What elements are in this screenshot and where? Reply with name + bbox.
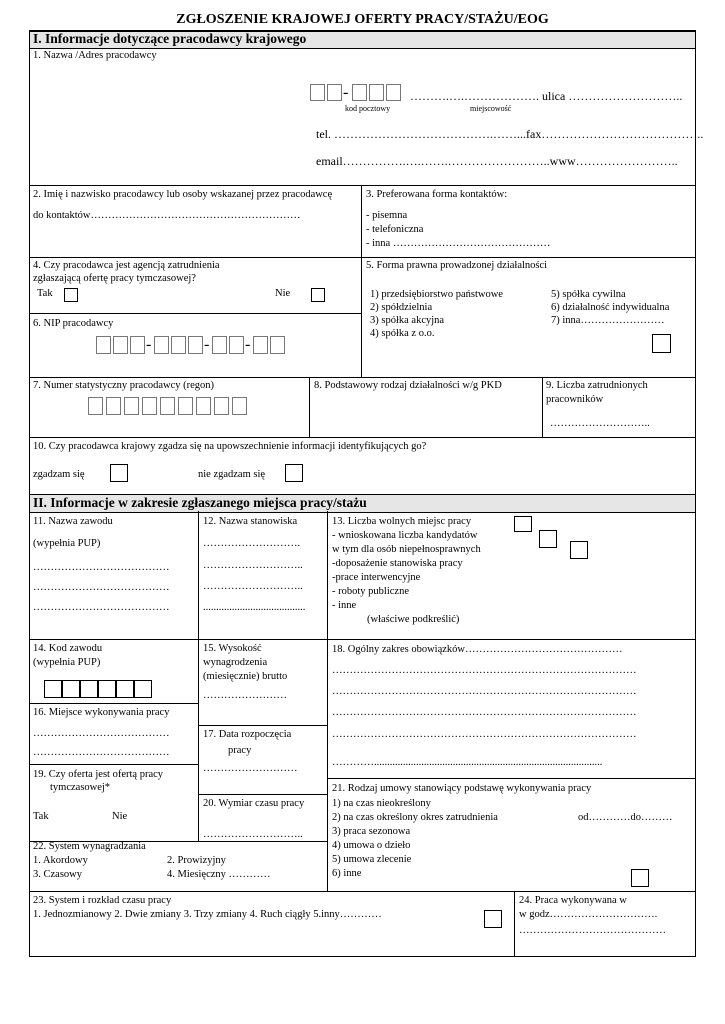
work-hours-line[interactable]: …………………………………… (519, 925, 666, 936)
temp-offer-yes[interactable]: Tak (33, 811, 49, 822)
vacancies-intervention[interactable]: -prace interwencyjne (332, 572, 421, 583)
occupation-name-line2[interactable]: ………………………………… (33, 582, 170, 593)
vacancies-other[interactable]: - inne (332, 600, 357, 611)
nip-boxes[interactable]: - - - (96, 336, 301, 356)
salary-field[interactable]: …………………… (203, 690, 287, 701)
vacancies-checkbox[interactable] (514, 516, 532, 532)
working-time-label: 20. Wymiar czasu pracy (203, 798, 305, 809)
divider-16-19 (29, 764, 199, 765)
position-name-label: 12. Nazwa stanowiska (203, 516, 298, 527)
divider-18-21 (327, 778, 696, 779)
legal-form-opt5[interactable]: 5) spółka cywilna (551, 289, 626, 300)
employees-label-2: pracowników (546, 394, 604, 405)
vacancies-disabled[interactable]: w tym dla osób niepełnosprawnych (332, 544, 481, 555)
salary-label-2: wynagrodzenia (203, 657, 268, 668)
divider-4-6 (29, 313, 362, 314)
pay-system-opt1[interactable]: 1. Akordowy (33, 855, 88, 866)
divider-v-23-24 (514, 891, 515, 956)
legal-form-opt3[interactable]: 3) spółka akcyjna (370, 315, 445, 326)
employer-name-label: 1. Nazwa /Adres pracodawcy (33, 50, 157, 61)
divider-v-11-12 (198, 511, 199, 841)
contact-option-other[interactable]: - inna ……………………………………… (366, 238, 551, 249)
contract-opt1[interactable]: 1) na czas nieokreślony (332, 798, 431, 809)
work-schedule-options[interactable]: 1. Jednozmianowy 2. Dwie zmiany 3. Trzy zmiany 4. Ruch ciągły 5.inny………… (33, 909, 382, 920)
frame-bottom (29, 956, 696, 957)
legal-form-opt7[interactable]: 7) inna…………………… (551, 315, 665, 326)
start-date-sub: pracy (228, 745, 252, 756)
workplace-line2[interactable]: ………………………………… (33, 747, 170, 758)
position-name-line3[interactable]: ……………………….. (203, 581, 303, 592)
divider-2 (29, 257, 696, 258)
position-name-line4[interactable]: ....................................... (203, 602, 306, 613)
duties-line5[interactable]: …………....................................................................................... (332, 757, 603, 768)
regon-boxes[interactable] (88, 397, 258, 417)
divider-3 (29, 377, 696, 378)
contact-form-label: 3. Preferowana forma kontaktów: (366, 189, 508, 200)
occupation-code-boxes[interactable] (44, 680, 154, 700)
divider-6 (29, 891, 696, 892)
divider-5 (29, 639, 696, 640)
temp-agency-label-2: zgłaszającą ofertę pracy tymczasowej? (33, 273, 196, 284)
contract-opt4[interactable]: 4) umowa o dzieło (332, 840, 411, 851)
vacancies-candidates[interactable]: - wnioskowana liczba kandydatów (332, 530, 478, 541)
vacancies-public-works[interactable]: - roboty publiczne (332, 586, 409, 597)
contract-type-label: 21. Rodzaj umowy stanowiący podstawę wykonywania pracy (332, 783, 592, 794)
consent-disagree-label: nie zgadzam się (198, 469, 266, 480)
duties-line4[interactable]: …………………………………………………………………………… (332, 729, 637, 740)
city-caption: miejscowość (470, 104, 512, 113)
occupation-name-label: 11. Nazwa zawodu (33, 516, 113, 527)
section2-header: II. Informacje w zakresie zgłaszanego miejsca pracy/stażu (33, 495, 367, 510)
consent-disagree-checkbox[interactable] (285, 464, 303, 482)
divider-14-16 (29, 703, 199, 704)
divider-v-4-5 (361, 257, 362, 377)
disabled-checkbox[interactable] (570, 541, 588, 559)
contract-opt5[interactable]: 5) umowa zlecenie (332, 854, 412, 865)
legal-form-checkbox[interactable] (652, 334, 671, 353)
position-name-line2[interactable]: ……………………….. (203, 560, 303, 571)
employees-label: 9. Liczba zatrudnionych (546, 380, 648, 391)
tel-fax-line[interactable]: tel. ………………………………….……...fax………………………………….. (316, 127, 704, 141)
candidates-checkbox[interactable] (539, 530, 557, 548)
nip-label: 6. NIP pracodawcy (33, 318, 114, 329)
consent-agree-checkbox[interactable] (110, 464, 128, 482)
legal-form-opt1[interactable]: 1) przedsiębiorstwo państwowe (370, 289, 503, 300)
work-schedule-label: 23. System i rozkład czasu pracy (33, 895, 172, 906)
duties-line1[interactable]: …………………………………………………………………………… (332, 665, 637, 676)
start-date-label: 17. Data rozpoczęcia (203, 729, 292, 740)
workplace-label: 16. Miejsce wykonywania pracy (33, 707, 170, 718)
section1-header: I. Informacje dotyczące pracodawcy krajowego (33, 31, 307, 46)
regon-label: 7. Numer statystyczny pracodawcy (regon) (33, 380, 215, 391)
temp-agency-label: 4. Czy pracodawca jest agencją zatrudnienia (33, 260, 220, 271)
legal-form-opt6[interactable]: 6) działalność indywidualna (551, 302, 670, 313)
duties-line3[interactable]: …………………………………………………………………………… (332, 707, 637, 718)
frame-right (695, 30, 696, 956)
position-name-line1[interactable]: ………………………. (203, 538, 301, 549)
postcode-caption: kod pocztowy (345, 104, 391, 113)
vacancies-note: (właściwe podkreślić) (367, 614, 460, 625)
consent-agree-label: zgadzam się (33, 469, 85, 480)
temp-offer-label-2: tymczasowej* (50, 782, 111, 793)
contract-checkbox[interactable] (631, 869, 649, 887)
contact-option-phone[interactable]: - telefoniczna (366, 224, 424, 235)
workplace-line1[interactable]: ………………………………… (33, 728, 170, 739)
pay-system-opt3[interactable]: 3. Czasowy (33, 869, 82, 880)
divider-15-17 (198, 725, 328, 726)
divider-4 (29, 437, 696, 438)
salary-label-3: (miesięcznie) brutto (203, 671, 288, 682)
divider-1 (29, 185, 696, 186)
occupation-code-label: 14. Kod zawodu (33, 643, 103, 654)
pay-system-opt4[interactable]: 4. Miesięczny ………… (167, 869, 271, 880)
occupation-name-line1[interactable]: ………………………………… (33, 562, 170, 573)
contact-option-written[interactable]: - pisemna (366, 210, 408, 221)
form-title: ZGŁOSZENIE KRAJOWEJ OFERTY PRACY/STAŻU/EOG (176, 12, 549, 27)
address-line[interactable]: ……….….………………. ulica ……………………….. (410, 89, 683, 103)
contract-period[interactable]: od…………do……… (578, 812, 673, 823)
contract-opt3[interactable]: 3) praca sezonowa (332, 826, 411, 837)
divider-v-2-3 (361, 185, 362, 257)
work-hours-label: 24. Praca wykonywana w (519, 895, 627, 906)
duties-line2[interactable]: …………………………………………………………………………… (332, 686, 637, 697)
working-time-field[interactable]: ……………………….. (203, 829, 303, 840)
pay-system-label: 22. System wynagradzania (33, 841, 146, 852)
postcode-boxes[interactable]: - (310, 84, 405, 102)
contract-opt2[interactable]: 2) na czas określony okres zatrudnienia (332, 812, 498, 823)
frame-left (29, 30, 30, 956)
occupation-code-note: (wypełnia PUP) (33, 657, 101, 668)
work-hours-field[interactable]: w godz…………………………. (519, 909, 658, 920)
contract-opt6[interactable]: 6) inne (332, 868, 362, 879)
occupation-name-line3[interactable]: ………………………………… (33, 602, 170, 613)
temp-agency-no-checkbox[interactable] (311, 288, 325, 302)
contact-person-label: 2. Imię i nazwisko pracodawcy lub osoby wskazanej przez pracodawcę (33, 189, 333, 200)
divider-v-12-13 (327, 511, 328, 891)
email-www-line[interactable]: email…………….….…….……………………..www…………………….. (316, 154, 678, 168)
legal-form-opt4[interactable]: 4) spółka z o.o. (370, 328, 435, 339)
employees-field[interactable]: ……………………….. (550, 418, 650, 429)
temp-agency-yes-label: Tak (37, 288, 53, 299)
start-date-field[interactable]: ……………………… (203, 763, 298, 774)
divider-v-8-9 (542, 377, 543, 437)
divider-v-7-8 (309, 377, 310, 437)
legal-form-opt2[interactable]: 2) spółdzielnia (370, 302, 433, 313)
occupation-name-note: (wypełnia PUP) (33, 538, 101, 549)
temp-agency-no-label: Nie (275, 288, 291, 299)
work-schedule-checkbox[interactable] (484, 910, 502, 928)
temp-offer-label: 19. Czy oferta jest ofertą pracy (33, 769, 164, 780)
vacancies-equipment[interactable]: -doposażenie stanowiska pracy (332, 558, 463, 569)
duties-label: 18. Ogólny zakres obowiązków……………………………………… (332, 644, 623, 655)
divider-17-20 (198, 794, 328, 795)
consent-label: 10. Czy pracodawca krajowy zgadza się na upowszechnienie informacji identyfikujących go? (33, 441, 427, 452)
vacancies-label: 13. Liczba wolnych miejsc pracy (332, 516, 472, 527)
temp-agency-yes-checkbox[interactable] (64, 288, 78, 302)
contact-person-field[interactable]: do kontaktów…………………………………………………… (33, 210, 301, 221)
pkd-label: 8. Podstawowy rodzaj działalności w/g PKD (314, 380, 502, 391)
legal-form-label: 5. Forma prawna prowadzonej działalności (366, 260, 548, 271)
temp-offer-no[interactable]: Nie (112, 811, 128, 822)
pay-system-opt2[interactable]: 2. Prowizyjny (167, 855, 226, 866)
salary-label-1: 15. Wysokość (203, 643, 262, 654)
